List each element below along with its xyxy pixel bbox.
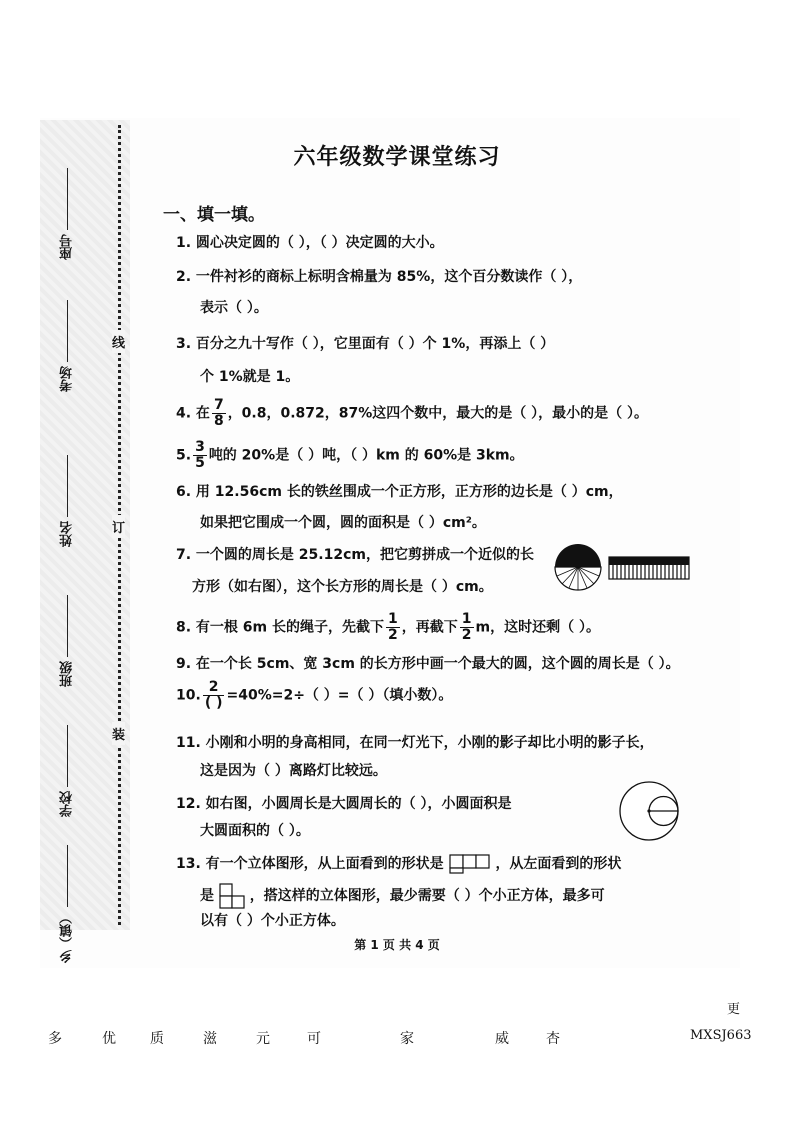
question-7-line1: 7. 一个圆的周长是 25.12cm，把它剪拼成一个近似的长 (176, 547, 534, 563)
fraction-1-2-b: $\frac{1}{2}$ (461, 611, 472, 643)
bottom-char: 滋 (203, 1031, 217, 1047)
question-2-line1: 2. 一件衬衫的商标上标明含棉量为 85%，这个百分数读作（ ）， (176, 269, 583, 285)
fraction-7-8: $\frac{7}{8}$ (213, 397, 224, 429)
question-4 (176, 398, 648, 429)
question-10-suffix: =40%=2÷（ ）=（ ）（填小数）。 (226, 687, 453, 704)
question-13-line2-prefix: 是 (200, 888, 214, 904)
question-10-prefix: 10. (176, 687, 201, 704)
field-exam-room: 考场 (58, 300, 88, 392)
question-13-line2-suffix: ，搭这样的立体图形，最少需要（ ）个小正方体，最多可 (249, 888, 605, 904)
fraction-1-2-a: $\frac{1}{2}$ (388, 611, 398, 643)
question-9: 9. 在一个长 5cm、宽 3cm 的长方形中画一个最大的圆，这个圆的周长是（ ）。 (176, 656, 680, 672)
question-4-prefix: 4. 在 (176, 405, 210, 422)
question-2-line2: 表示（ ）。 (200, 300, 268, 316)
question-5-prefix: 5. (176, 447, 192, 464)
page-number: 第 1 页 共 4 页 (354, 938, 440, 952)
question-13-prefix: 13. 有一个立体图形，从上面看到的形状是 (176, 856, 444, 872)
question-8-suffix: m，这时还剩（ ）。 (475, 619, 600, 636)
fraction-2-blank: $\frac{2}{( )}$ (204, 679, 223, 711)
question-12-line2: 大圆面积的（ ）。 (200, 823, 310, 839)
question-11-line2: 这是因为（ ）离路灯比较远。 (200, 763, 387, 779)
bottom-char: 家 (400, 1031, 414, 1047)
question-5 (176, 440, 524, 471)
more-label: 更 (727, 1002, 741, 1017)
question-13-suffix: ，从左面看到的形状 (495, 856, 622, 872)
question-11-line1: 11. 小刚和小明的身高相同，在同一灯光下，小刚的影子却比小明的影子长， (176, 735, 654, 751)
bottom-char: 可 (307, 1031, 321, 1047)
rectangle-strip-figure (608, 556, 690, 580)
question-3-line1: 3. 百分之九十写作（ ），它里面有（ ）个 1%，再添上（ ） (176, 336, 555, 352)
page-title: 六年级数学课堂练习 (293, 144, 501, 170)
field-name: 姓名 (58, 455, 88, 547)
bottom-char: 优 (102, 1031, 116, 1047)
bottom-char: 杏 (546, 1031, 560, 1047)
question-13-line2 (200, 883, 605, 909)
field-seat-number: 座号 (58, 168, 88, 260)
cut-mark-line: 线 (112, 330, 125, 353)
question-3-line2: 个 1%就是 1。 (200, 369, 300, 385)
question-7-line2: 方形（如右图），这个长方形的周长是（ ）cm。 (192, 579, 493, 595)
left-view-shape (219, 883, 245, 909)
field-school: 学校 (58, 725, 88, 817)
question-4-suffix: ，0.8，0.872，87%这四个数中，最大的是（ ），最小的是（ ）。 (227, 405, 649, 422)
question-5-suffix: 吨的 20%是（ ）吨，（ ）km 的 60%是 3km。 (208, 447, 524, 464)
question-8-prefix: 8. 有一根 6m 长的绳子，先截下 (176, 619, 385, 636)
question-12-line1: 12. 如右图，小圆周长是大圆周长的（ ），小圆面积是 (176, 796, 512, 812)
question-13-line3: 以有（ ）个小正方体。 (200, 913, 345, 929)
question-8 (176, 612, 600, 643)
question-6-line2: 如果把它围成一个圆，圆的面积是（ ）cm²。 (200, 515, 486, 531)
cut-mark-bind: 订 (112, 515, 125, 538)
document-code: MXSJ663 (690, 1028, 752, 1043)
cut-mark-pack: 装 (112, 722, 125, 745)
bottom-char: 质 (150, 1031, 164, 1047)
field-class: 班级 (58, 595, 88, 687)
nested-circles-figure (618, 780, 680, 842)
question-6-line1: 6. 用 12.56cm 长的铁丝围成一个正方形，正方形的边长是（ ）cm， (176, 484, 623, 500)
fraction-3-5: $\frac{3}{5}$ (195, 439, 205, 471)
field-township: 乡（镇） (58, 845, 88, 963)
section-heading: 一、填一填。 (163, 205, 265, 225)
sector-circle-figure (553, 542, 603, 592)
question-8-mid: ，再截下 (401, 619, 458, 636)
bottom-char: 威 (495, 1031, 509, 1047)
bottom-char: 元 (256, 1031, 270, 1047)
top-view-shape (449, 854, 491, 874)
question-1: 1. 圆心决定圆的（ ），（ ）决定圆的大小。 (176, 235, 444, 251)
bottom-char: 多 (48, 1031, 62, 1047)
question-10 (176, 680, 452, 711)
question-13-line1 (176, 853, 621, 874)
